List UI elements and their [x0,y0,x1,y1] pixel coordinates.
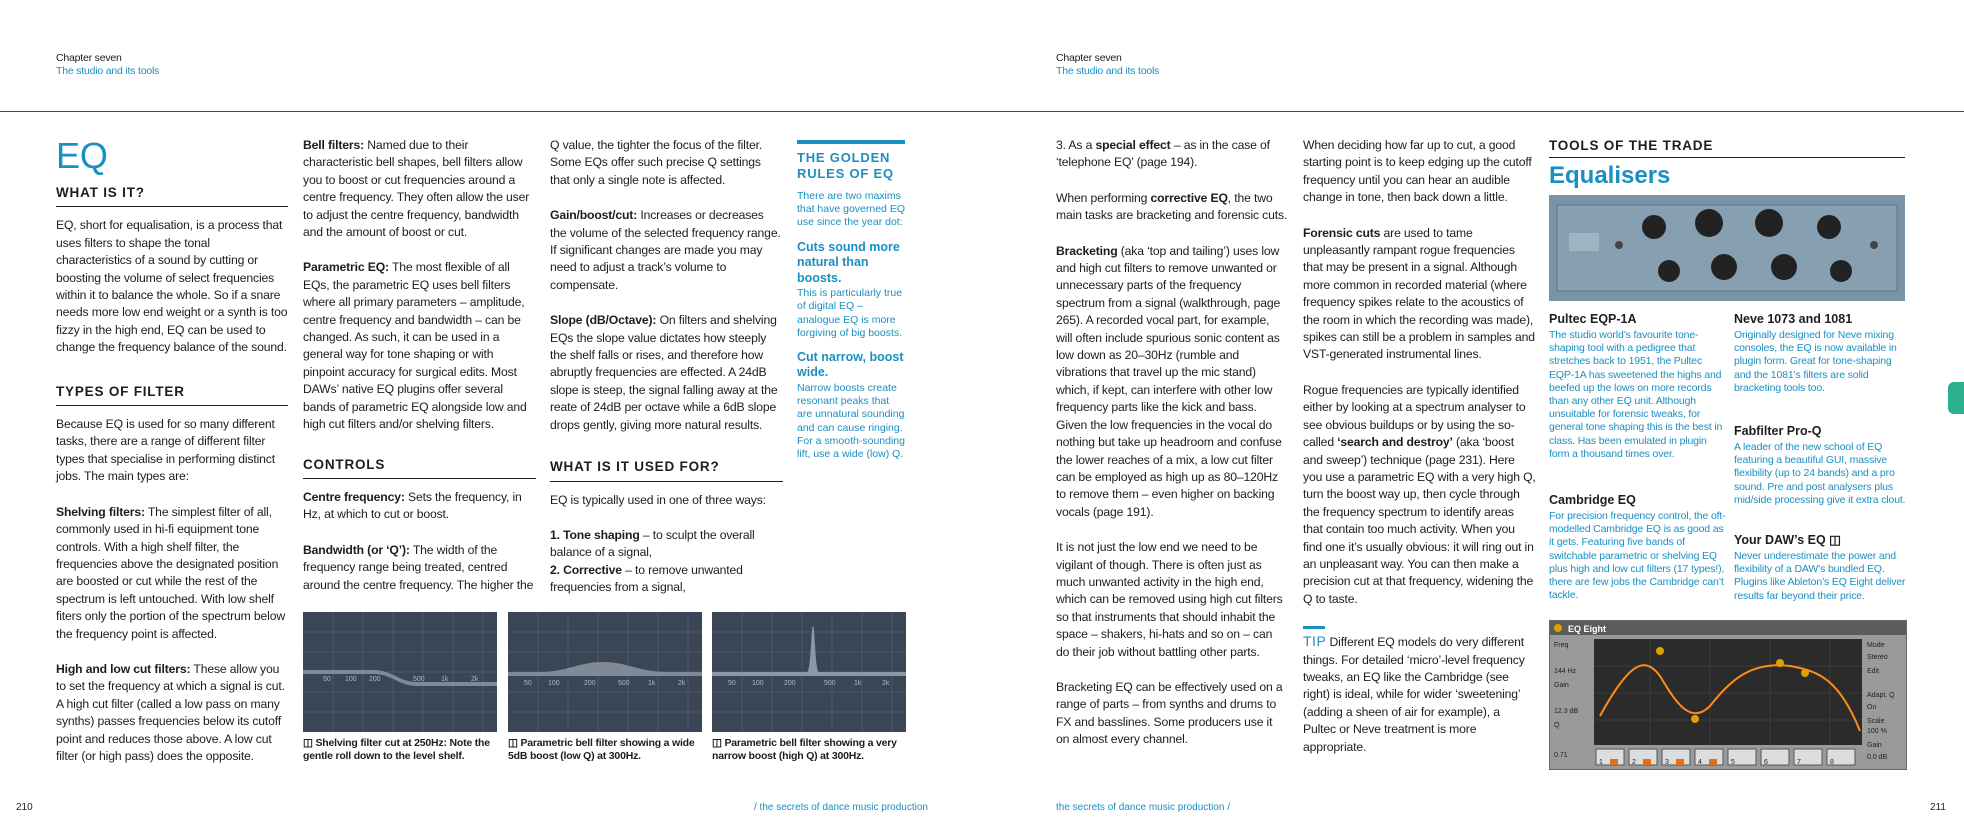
chapter-label-right [1056,52,1159,78]
term-label: Forensic cuts [1303,225,1381,240]
chapter-label-left [56,52,159,78]
term-label: corrective EQ [1150,190,1228,205]
list-item-label: 1. Tone shaping [550,527,640,542]
footer-right: the secrets of dance music production / [1056,802,1230,813]
product-name-row [1734,533,1910,548]
left-column-3 [550,137,783,615]
caption-text: Parametric bell filter showing a very narrow boost (high Q) at 300Hz. [712,737,897,762]
plugin-title: EQ Eight [1568,624,1606,634]
term-text: Increases or decreases the volume of the selected frequency range. If significant changes are made you may need to adjust a track’s volume to compensate. [550,208,781,292]
param-label: Mode [1867,642,1885,649]
product-name: Cambridge EQ [1549,493,1636,507]
headphones-icon: ◫ [303,737,316,749]
freq-tick: 1k [854,680,862,687]
term-label: Bandwidth (or ‘Q’): [303,542,410,557]
band-number: 4 [1698,759,1702,766]
term-text: Sets the frequency, in Hz, at which to cut or boost. [303,489,522,522]
param-value: On [1867,704,1877,711]
freq-tick: 100 [752,680,764,687]
product-name: Fabfilter Pro-Q [1734,424,1822,438]
list-item-text: – to sculpt the overall balance of a signal, [550,527,755,560]
product-desc: A leader of the new school of EQ featuring a beautiful GUI, massive flexibility (up to 24 bands) and a pro sound. Pre and post analysers plus mid/side processing give it extra clout. [1734,441,1906,506]
product-desc: The studio world’s favourite tone-shaping tool with a pedigree that stretches back to 1951, the Pultec EQP-1A has sweetened the highs and beefed up the lows on more records than any other EQ unit. Although unsuitable for forensic tweaks, for general tone shaping this is the best in class. Has been emulated in plugin form a thousand times over. [1549,329,1723,460]
centre-paragraph [303,489,536,524]
caption-text: Parametric bell filter showing a wide 5dB boost (low Q) at 300Hz. [508,737,695,762]
freq-tick: 200 [584,680,596,687]
bracketing2-paragraph: Bracketing EQ can be effectively used on a range of parts – from synths and drums to FX and basslines. Some producers use it on almost every channel. [1056,679,1283,747]
product-desc: Never underestimate the power and flexibility of a DAW’s bundled EQ. Plugins like Ableton’s EQ Eight deliver results far beyond their price. [1734,550,1906,602]
product-name: Your DAW’s EQ [1734,533,1826,547]
freq-tick: 50 [524,680,532,687]
bracketing-paragraph [1056,243,1288,522]
headphones-icon: ◫ [508,737,521,749]
term-label: Centre frequency: [303,489,405,504]
param-label: Q [1554,722,1560,729]
text-run: (aka ‘top and tailing’) uses low and high cut filters to remove unwanted or unnecessary parts of the frequency spectrum from a signal (walkthrough, page 265). A recorded vocal part, for example, will often include spurious sonic content as low down as 20–30Hz (rumble and vibrations that travel up the mic stand) which, if kept, can interfere with other low frequency parts like the kick and bass. Given the low frequencies in the vocal do nothing but take up headroom and confuse the lower reaches of a mix, a low cut filter can be employed as high up as 80–120Hz to remove them – even higher on backing vocals (page 191). [1056,243,1282,519]
section-heading-used: WHAT IS IT USED FOR? [550,458,783,481]
sidebar-title: THE GOLDEN RULES OF EQ [797,150,894,181]
param-label: Edit [1867,668,1880,675]
freq-tick: 200 [784,680,796,687]
freq-tick: 50 [323,676,331,683]
param-label: Adapt. Q [1867,692,1895,699]
band-number: 3 [1665,759,1669,766]
band-number: 7 [1797,759,1801,766]
rule-2-heading: Cut narrow, boost wide. [797,349,904,380]
tip-accent-bar [1303,626,1325,629]
sidebar-intro: There are two maxims that have governed EQ use since the year dot: [797,190,905,229]
term-text: These allow you to set the frequency at which a signal is cut. A high cut filter (called a low pass on many synths) passes frequencies below its cutoff point and reduces those above. A low cut filter (or high pass) does the opposite. [56,661,285,763]
slope-paragraph [550,312,783,434]
text-run: 3. As a [1056,138,1096,152]
text-run: (aka ‘boost and sweep’) technique (page 231). Here you use a parametric EQ with a very high Q, turn the boost way up, then cycle through the frequency spectrum to identify areas that contain too much activity. When you find one it’s usually obvious: it will ring out in an unpleasant way. You can then make a precision cut at that frequency, widening the Q to taste. [1303,435,1536,606]
chapter-subtitle: The studio and its tools [56,65,160,77]
q-paragraph: Q value, the tighter the focus of the filter. Some EQs offer such precise Q settings that only a single note is affected. [550,138,763,187]
param-label: Scale [1867,718,1885,725]
section-heading-controls: CONTROLS [303,456,536,479]
right-column-1 [1056,137,1288,767]
item3-paragraph [1056,137,1288,172]
term-label: Bracketing [1056,243,1118,258]
band-number: 2 [1632,759,1636,766]
bandwidth-paragraph [303,542,536,594]
vigilant-paragraph: It is not just the low end we need to be vigilant of though. There is often just as much unwanted activity in the high end, which can be removed using high cut filters so that instruments that should inhabit the space – shakers, hi-hats and so on – can do their job without battling other parts. [1056,540,1283,659]
chapter-subtitle: The studio and its tools [1056,65,1160,77]
product-pultec [1549,312,1727,461]
freq-tick: 50 [728,680,736,687]
freq-tick: 1k [441,676,449,683]
eq-figure-shelving [303,612,497,732]
param-paragraph [303,259,536,433]
chapter-title: Chapter seven [56,52,122,64]
figure-caption [712,737,910,763]
text-run: When performing [1056,190,1151,205]
term-text: The most flexible of all EQs, the parametric EQ uses bell filters where all primary parameters – amplitude, centre frequency and bandwidth – can be changed. As such, it can be used in a general way for tone shaping or with pinpoint accuracy for surgical edits. Most DAWs’ native EQ plugins offer several bands of parametric EQ alongside low and high cut filters and/or shelving filters. [303,260,527,432]
headphones-icon: ◫ [712,737,725,749]
tools-of-the-trade [1549,138,1905,191]
tip-label: TIP [1303,633,1327,650]
eq-graph [508,612,702,732]
term-text: The width of the frequency range being treated, centred around the centre frequency. The higher the [303,542,534,592]
term-label: Shelving filters: [56,504,145,519]
eq-graph [303,612,497,732]
headphones-icon: ◫ [1829,533,1841,547]
eq-eight-plugin [1549,620,1907,770]
param-value: 100 % [1867,728,1887,735]
eq-curve [712,626,906,676]
left-column-2 [303,137,536,612]
left-column-1 [56,136,288,783]
page-number-right: 211 [1930,802,1946,813]
freq-tick: 2k [882,680,890,687]
pultec-graphic [1549,195,1905,301]
rule-2-text: Narrow boosts create resonant peaks that are unnatural sounding and can cause ringing. For a smooth-sounding lift, use a wide (low) Q. [797,381,905,460]
page-title: EQ [56,135,108,176]
term-text: Named due to their characteristic bell shapes, bell filters allow you to boost or cut frequencies around a centre frequency. They often allow the user to adjust the centre frequency, bandwidth and the amount of boost or cut. [303,138,530,240]
freq-tick: 500 [413,676,425,683]
term-label: Bell filters: [303,138,365,152]
used-list [550,527,783,597]
figure-caption [303,737,501,763]
tip-text: Different EQ models do very different things. For detailed ‘micro’-level frequency tweaks, an EQ like the Cambridge (see right) is ideal, while for wider ‘sweetening’ (adding a sheen of air for example), a Pultec or Neve treatment is more appropriate. [1303,635,1525,754]
param-value: 12.3 dB [1554,708,1579,715]
list-item-text: – to remove unwanted frequencies from a signal, [550,562,743,595]
rule-1-text: This is particularly true of digital EQ – analogue EQ is more forgiving of big boosts. [797,287,903,339]
band-number: 1 [1599,759,1603,766]
text-run: Rogue frequencies are typically identified either by looking at a spectrum analyser to see obvious buildups or by using the so-called [1303,382,1526,450]
term-label: High and low cut filters: [56,661,191,676]
freq-tick: 500 [618,680,630,687]
band-number: 8 [1830,759,1834,766]
term-label: ‘search and destroy’ [1337,435,1453,450]
section-heading-types: TYPES OF FILTER [56,383,288,406]
band-number: 5 [1731,759,1735,766]
product-daw-eq [1734,533,1910,603]
types-paragraph: Because EQ is used for so many different tasks, there are a range of different filter types that specialise in performing distinct jobs. The main types are: [56,417,275,484]
param-value: 0.71 [1554,752,1568,759]
highlow-paragraph [56,661,288,765]
freq-tick: 100 [345,676,357,683]
used-paragraph: EQ is typically used in one of three ways: [550,492,766,507]
page-number-left: 210 [16,802,33,813]
product-desc: For precision frequency control, the oft-modelled Cambridge EQ is as good as it gets. Featuring five bands of switchable parametric or shelving EQ plus high and low cut filters (17 types!), there are few jobs the Cambridge can’t tackle. [1549,510,1726,602]
shelving-paragraph [56,504,288,643]
product-fabfilter [1734,424,1910,507]
footer-left: / the secrets of dance music production [754,802,928,813]
param-value: 144 Hz [1554,668,1577,675]
chapter-title: Chapter seven [1056,52,1122,64]
term-text: The simplest filter of all, commonly used in hi-fi equipment tone controls. With a high shelf filter, the frequencies above the designated position are boosted or cut while the rest of the spectrum is left untouched. With low shelf fiters only the portion of the spectrum below the frequency point is affected. [56,504,285,641]
param-label: Freq [1554,642,1569,649]
deciding-paragraph: When deciding how far up to cut, a good starting point is to keep edging up the cutoff frequency until you can hear an audible change in tone, then back down a little. [1303,138,1532,205]
corrective-paragraph [1056,190,1288,225]
param-value: Stereo [1867,654,1888,661]
pultec-image [1549,195,1905,301]
tools-heading: TOOLS OF THE TRADE [1549,138,1905,158]
gain-paragraph [550,207,783,294]
text-run: are used to tame unpleasantly rampant rogue frequencies that may be present in a signal. Although more common in recorded material (where frequency spikes relate to the acoustics of the room in which the recording was made), spikes can still be a problem in samples and VST-generated instrumental lines. [1303,225,1535,362]
bell-paragraph [303,137,536,241]
param-label: Gain [1867,742,1882,749]
freq-tick: 2k [471,676,479,683]
what-paragraph: EQ, short for equalisation, is a process that uses filters to shape the tonal characteristics of a sound by cutting or boosting the volume of select frequencies within it to balance the whole. So if a snare needs more low end weight or a synth is too fizzy in the high end, EQ can be used to change the frequency balance of the sound. [56,218,288,355]
right-column-2 [1303,137,1536,774]
freq-tick: 200 [369,676,381,683]
rule-1-heading: Cuts sound more natural than boosts. [797,239,900,285]
param-value: 0.0 dB [1867,754,1888,761]
term-label: Gain/boost/cut: [550,208,638,223]
eq-graph [712,612,906,732]
term-label: Slope (dB/Octave): [550,313,657,328]
forensic-paragraph [1303,225,1536,364]
tools-title: Equalisers [1549,162,1671,189]
header-rule [0,111,1964,112]
sidebar-accent-bar [797,140,905,144]
eq-eight-graphic [1550,621,1906,769]
rogue-paragraph [1303,382,1536,608]
product-desc: Originally designed for Neve mixing consoles, the EQ is now available in plugin form. Great for tone-shaping and the 1081’s filters are solid bracketing tools too. [1734,329,1897,394]
text-run: – as in the case of ‘telephone EQ’ (page 194). [1056,138,1270,170]
band-number: 6 [1764,759,1768,766]
term-text: On filters and shelving EQs the slope value dictates how steeply the shelf falls or rises, and therefore how abruptly frequencies are effected. A 24dB slope is steep, the signal falling away at the reate of 24dB per octave while a 6dB slope drops gently, giving more natural results. [550,313,778,432]
freq-tick: 500 [824,680,836,687]
caption-text: Shelving filter cut at 250Hz: Note the gentle roll down to the level shelf. [303,737,490,762]
eq-figure-narrow-bell [712,612,906,732]
text-run: , the two main tasks are bracketing and forensic cuts. [1056,190,1288,223]
product-cambridge [1549,493,1727,602]
eq-curve [508,662,702,676]
section-heading-what: WHAT IS IT? [56,184,288,207]
freq-tick: 1k [648,680,656,687]
product-name: Neve 1073 and 1081 [1734,312,1853,326]
product-name: Pultec EQP-1A [1549,312,1637,326]
golden-rules-sidebar [797,140,905,471]
list-item-label: 2. Corrective [550,562,622,577]
product-neve [1734,312,1910,395]
tip-box [1303,626,1536,756]
term-label: special effect [1095,138,1171,152]
figure-caption [508,737,706,763]
freq-tick: 100 [548,680,560,687]
eq-figure-wide-bell [508,612,702,732]
param-label: Gain [1554,682,1569,689]
term-label: Parametric EQ: [303,260,389,275]
freq-tick: 2k [678,680,686,687]
page-edge-tab [1948,382,1964,414]
